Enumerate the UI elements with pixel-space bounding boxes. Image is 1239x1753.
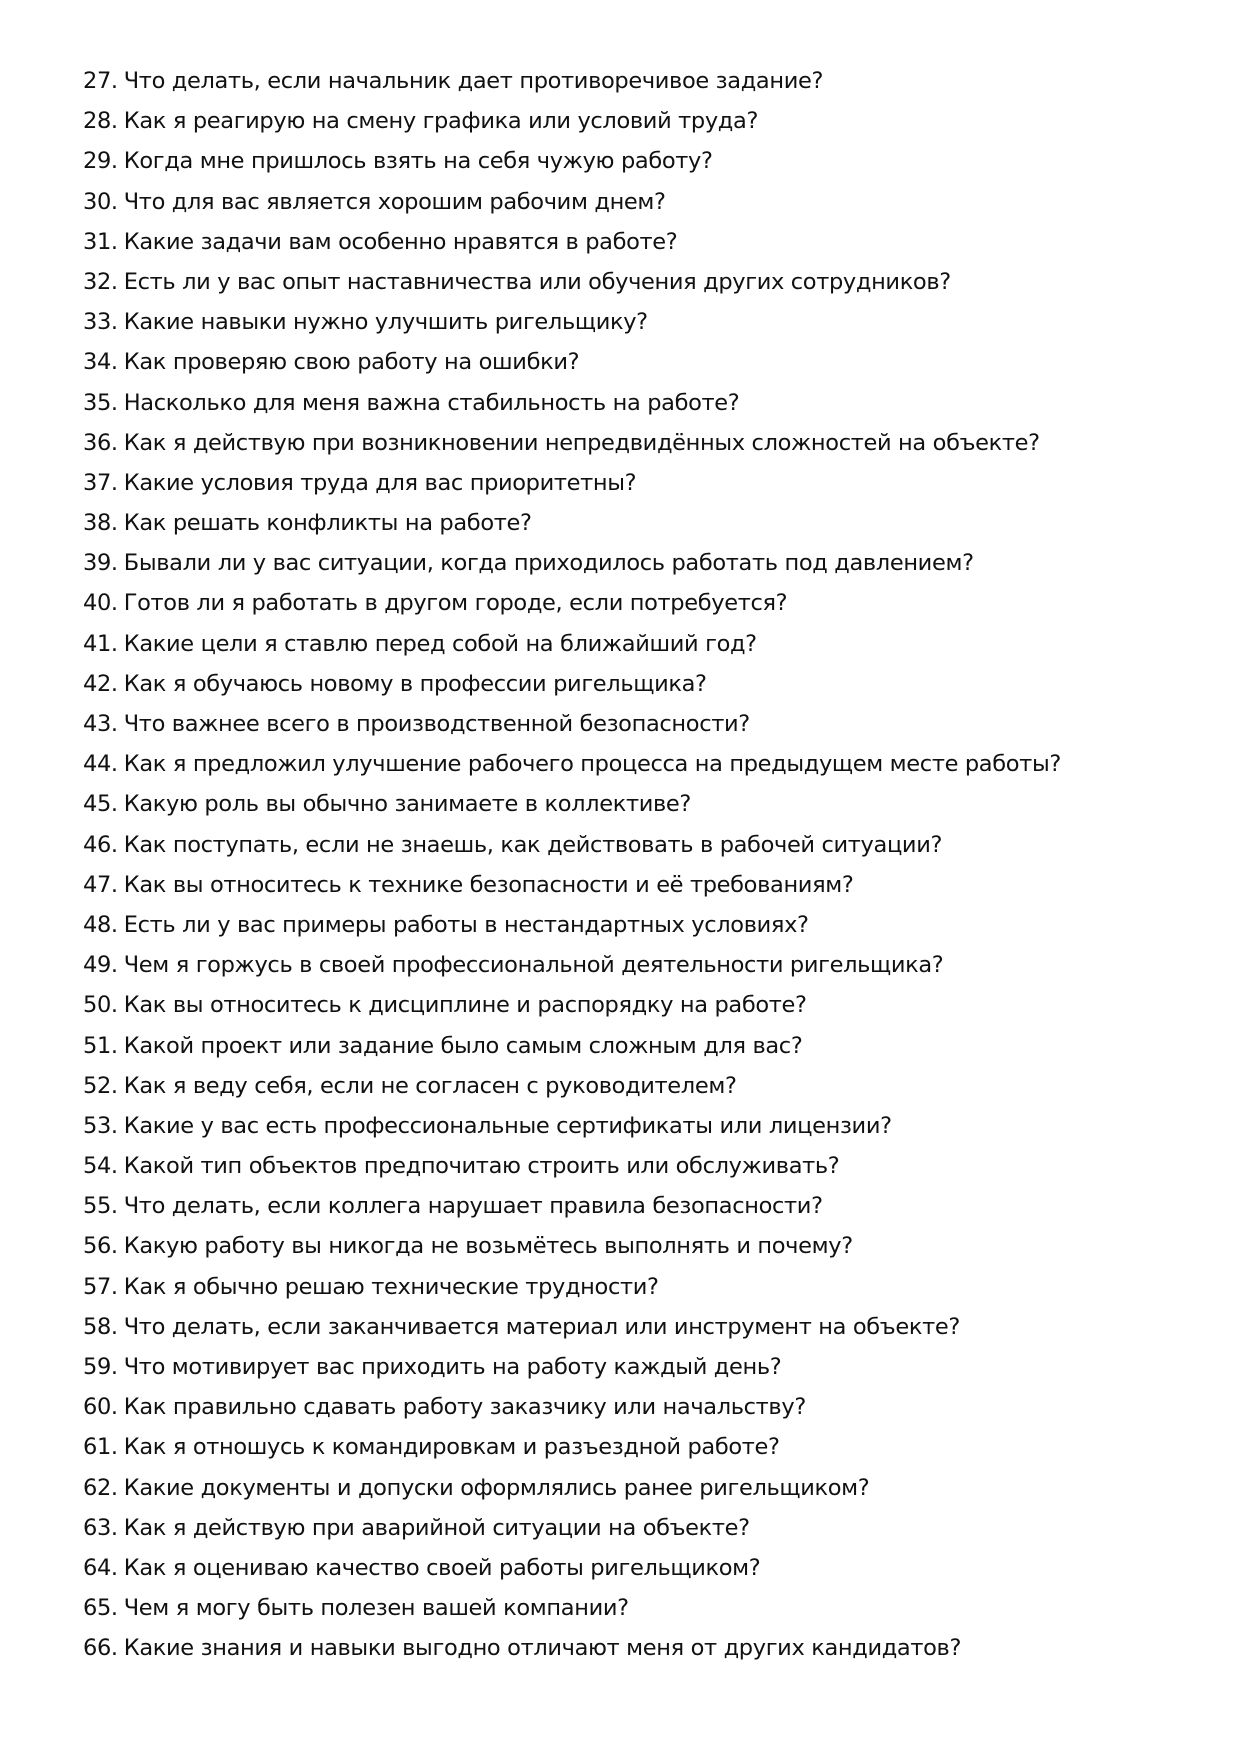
question-number: 28.	[83, 108, 118, 135]
question-number: 36.	[83, 429, 118, 456]
question-item	[83, 61, 1183, 101]
question-number: 50.	[83, 992, 118, 1019]
question-number: 43.	[83, 711, 118, 737]
question-text: Когда мне пришлось взять на себя чужую работу?	[123, 148, 713, 175]
question-text: Какой тип объектов предпочитаю строить или обслуживать?	[123, 1153, 840, 1180]
question-number: 37.	[83, 469, 118, 496]
question-item	[83, 1186, 1183, 1226]
question-text: Какую работу вы никогда не возьмётесь выполнять и почему?	[123, 1233, 853, 1260]
question-number: 35.	[83, 389, 118, 416]
question-number: 63.	[83, 1514, 118, 1541]
question-number: 40.	[83, 590, 118, 617]
question-item	[83, 503, 1183, 543]
question-number: 57.	[83, 1273, 118, 1300]
question-item	[83, 182, 1183, 222]
question-text: Как я веду себя, если не согласен с руководителем?	[123, 1072, 737, 1099]
question-item	[83, 1267, 1183, 1307]
question-item	[83, 342, 1183, 382]
question-item	[83, 825, 1183, 865]
question-text: Что важнее всего в производственной безопасности?	[123, 711, 750, 737]
question-text: Чем я горжусь в своей профессиональной деятельности ригельщика?	[123, 952, 944, 979]
question-item	[83, 583, 1183, 623]
question-item	[83, 1588, 1183, 1628]
question-number: 60.	[83, 1394, 118, 1421]
question-text: Какие знания и навыки выгодно отличают меня от других кандидатов?	[123, 1635, 962, 1662]
question-number: 34.	[83, 349, 118, 376]
question-text: Что делать, если заканчивается материал или инструмент на объекте?	[123, 1313, 960, 1340]
question-number: 45.	[83, 791, 118, 818]
question-item	[83, 664, 1183, 704]
question-item	[83, 1347, 1183, 1387]
question-item	[83, 1066, 1183, 1106]
question-item	[83, 141, 1183, 181]
question-number: 29.	[83, 148, 118, 175]
question-item	[83, 302, 1183, 342]
question-text: Как я оцениваю качество своей работы ригельщиком?	[123, 1554, 761, 1581]
question-item	[83, 1387, 1183, 1427]
question-text: Готов ли я работать в другом городе, если потребуется?	[123, 590, 788, 617]
question-item	[83, 905, 1183, 945]
question-item	[83, 784, 1183, 824]
question-text: Какие цели я ставлю перед собой на ближайший год?	[123, 630, 757, 657]
question-number: 41.	[83, 630, 118, 657]
question-number: 59.	[83, 1354, 118, 1380]
question-text: Как я отношусь к командировкам и разъездной работе?	[123, 1434, 780, 1461]
question-item	[83, 101, 1183, 141]
question-item	[83, 423, 1183, 463]
question-number: 46.	[83, 831, 118, 858]
question-item	[83, 1628, 1183, 1668]
question-text: Как поступать, если не знаешь, как действовать в рабочей ситуации?	[123, 831, 943, 858]
question-item	[83, 624, 1183, 664]
question-text: Как я обычно решаю технические трудности?	[123, 1273, 659, 1300]
question-item	[83, 1026, 1183, 1066]
question-text: Какую роль вы обычно занимаете в коллективе?	[123, 791, 691, 818]
question-number: 65.	[83, 1595, 118, 1622]
question-number: 64.	[83, 1554, 118, 1581]
question-text: Какие задачи вам особенно нравятся в работе?	[123, 228, 678, 255]
question-text: Какие у вас есть профессиональные сертификаты или лицензии?	[123, 1112, 892, 1139]
question-text: Как я действую при возникновении непредвидённых сложностей на объекте?	[123, 429, 1040, 456]
question-text: Есть ли у вас примеры работы в нестандартных условиях?	[123, 911, 809, 938]
question-number: 54.	[83, 1153, 118, 1180]
question-text: Какой проект или задание было самым сложным для вас?	[123, 1032, 803, 1059]
question-number: 48.	[83, 911, 118, 938]
question-text: Что для вас является хорошим рабочим днем?	[123, 188, 666, 215]
question-number: 53.	[83, 1112, 118, 1139]
question-item	[83, 1468, 1183, 1508]
question-number: 32.	[83, 268, 118, 295]
question-number: 55.	[83, 1193, 118, 1220]
question-item	[83, 1106, 1183, 1146]
question-text: Как я реагирую на смену графика или условий труда?	[123, 108, 759, 135]
question-item	[83, 543, 1183, 583]
question-text: Насколько для меня важна стабильность на работе?	[123, 389, 740, 416]
question-number: 27.	[83, 68, 118, 94]
question-text: Как вы относитесь к дисциплине и распорядку на работе?	[123, 992, 807, 1019]
question-number: 51.	[83, 1032, 118, 1059]
question-number: 58.	[83, 1313, 118, 1340]
question-item	[83, 1508, 1183, 1548]
question-number: 56.	[83, 1233, 118, 1260]
question-text: Что делать, если начальник дает противоречивое задание?	[123, 68, 824, 94]
question-list	[83, 61, 1183, 1669]
question-item	[83, 1146, 1183, 1186]
question-item	[83, 1427, 1183, 1467]
question-item	[83, 383, 1183, 423]
question-text: Как вы относитесь к технике безопасности и её требованиям?	[123, 871, 854, 898]
question-text: Какие документы и допуски оформлялись ранее ригельщиком?	[123, 1474, 870, 1501]
question-number: 61.	[83, 1434, 118, 1461]
question-number: 30.	[83, 188, 118, 215]
question-text: Как я действую при аварийной ситуации на объекте?	[123, 1514, 750, 1541]
question-text: Как проверяю свою работу на ошибки?	[123, 349, 580, 376]
question-text: Как решать конфликты на работе?	[123, 510, 532, 537]
question-number: 42.	[83, 670, 118, 697]
question-text: Какие условия труда для вас приоритетны?	[123, 469, 637, 496]
question-text: Чем я могу быть полезен вашей компании?	[123, 1595, 629, 1622]
question-text: Что делать, если коллега нарушает правила безопасности?	[123, 1193, 823, 1220]
question-number: 66.	[83, 1635, 118, 1662]
question-item	[83, 985, 1183, 1025]
question-number: 62.	[83, 1474, 118, 1501]
question-item	[83, 945, 1183, 985]
question-text: Как правильно сдавать работу заказчику или начальству?	[123, 1394, 806, 1421]
question-item	[83, 1307, 1183, 1347]
question-text: Как я предложил улучшение рабочего процесса на предыдущем месте работы?	[123, 751, 1061, 778]
question-number: 33.	[83, 309, 118, 336]
question-item	[83, 1548, 1183, 1588]
question-item	[83, 744, 1183, 784]
question-number: 49.	[83, 952, 118, 979]
question-item	[83, 1226, 1183, 1266]
question-item	[83, 262, 1183, 302]
question-item	[83, 463, 1183, 503]
question-text: Что мотивирует вас приходить на работу каждый день?	[123, 1354, 782, 1380]
question-item	[83, 704, 1183, 744]
question-item	[83, 865, 1183, 905]
question-number: 39.	[83, 550, 118, 577]
question-text: Есть ли у вас опыт наставничества или обучения других сотрудников?	[123, 268, 951, 295]
question-item	[83, 222, 1183, 262]
question-number: 52.	[83, 1072, 118, 1099]
question-number: 44.	[83, 751, 118, 778]
question-text: Как я обучаюсь новому в профессии ригельщика?	[123, 670, 707, 697]
question-text: Какие навыки нужно улучшить ригельщику?	[123, 309, 648, 336]
question-number: 31.	[83, 228, 118, 255]
question-number: 47.	[83, 871, 118, 898]
question-number: 38.	[83, 510, 118, 537]
question-text: Бывали ли у вас ситуации, когда приходилось работать под давлением?	[123, 550, 974, 577]
